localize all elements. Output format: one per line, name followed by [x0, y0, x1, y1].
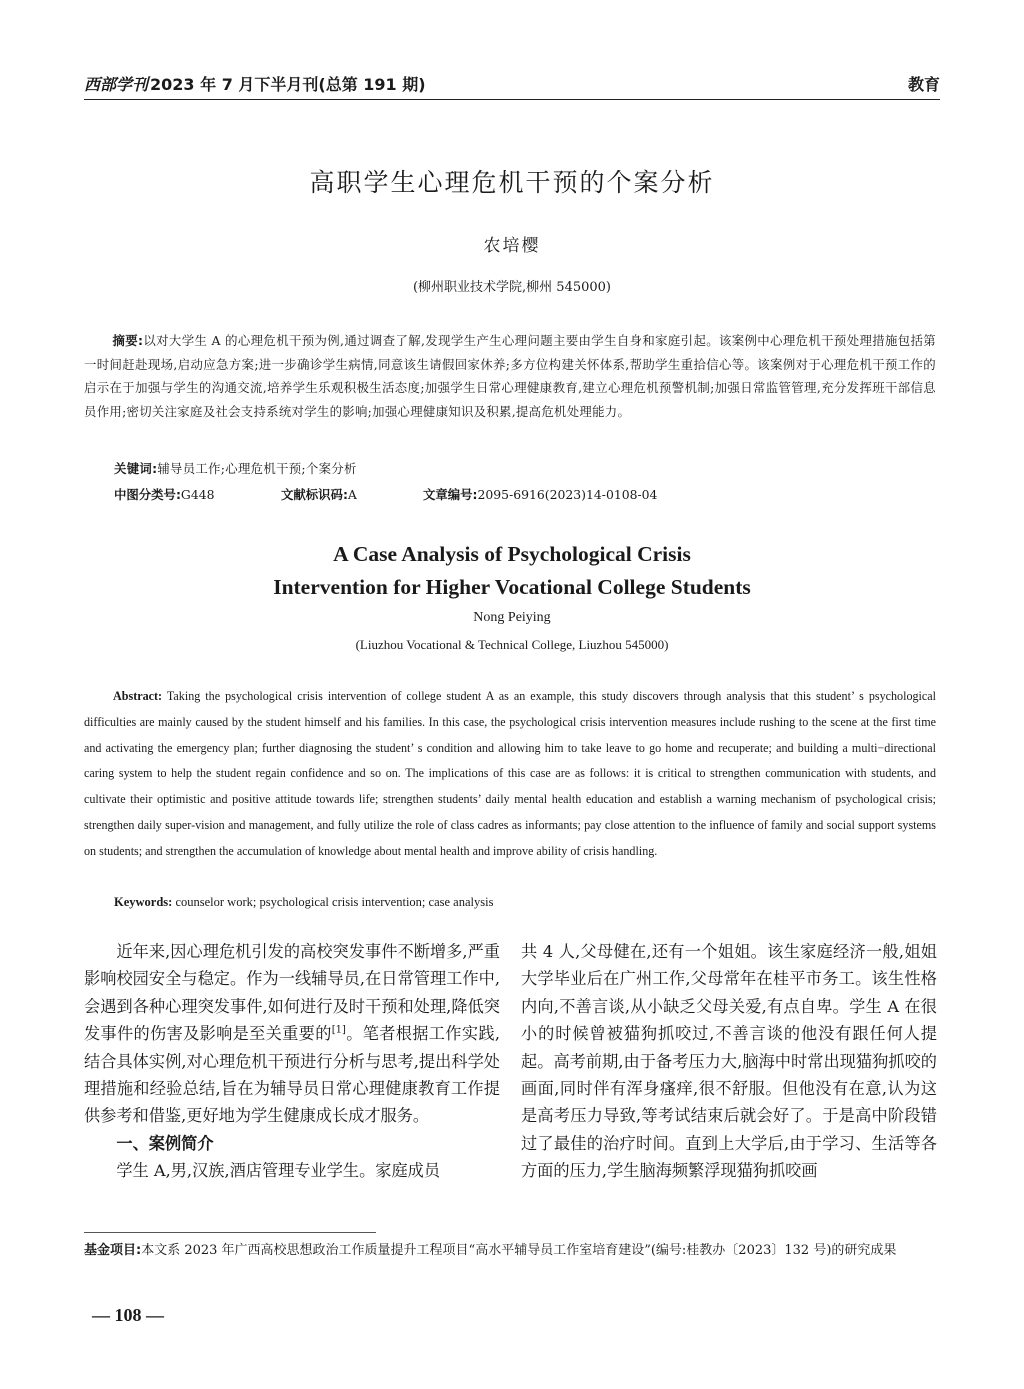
abstract-en-text: Taking the psychological crisis intervention of college student A as an example, this study discovers through analysis that this student’ s psychological difficulties are mainly caused by the student himself and his families. In this case, the psychological crisis intervention measures include rushing to the scene at the first time and activating the emergency plan; further diagnosing the student’ s condition and allowing him to take leave to go home and recuperate; and building a multi−directional caring system to help the student regain confidence and so on. The implications of this case are as follows: it is critical to strengthen communication with students, and cultivate their optimistic and positive attitude towards life; strengthen students’ daily mental health education and establish a warning mechanism of psychological crisis; strengthen daily super-vision and management, and fully utilize the role of class cadres as informants; pay close attention to the influence of family and social support systems on students; and strengthen the accumulation of knowledge about mental health and improve ability of crisis handling. — [84, 689, 936, 858]
affiliation-en: (Liuzhou Vocational & Technical College, Liuzhou 545000) — [355, 637, 669, 652]
title-en-line-2: Intervention for Higher Vocational College Students — [273, 575, 751, 599]
article-title-en — [84, 538, 940, 604]
funding-text: 本文系 2023 年广西高校思想政治工作质量提升工程项目“高水平辅导员工作室培育建设”(编号:桂教办〔2023〕132 号)的研究成果 — [141, 1243, 897, 1258]
section-label: 教育 — [907, 75, 940, 94]
intro-text-2: 。笔者根据工作实践,结合具体实例,对心理危机干预进行分析与思考,提出科学处理措施和经验总结,旨在为辅导员日常心理健康教育工作提供参考和借鉴,更好地为学生健康成长成才服务。 — [84, 1024, 500, 1126]
abstract-cn-text: 以对大学生 A 的心理危机干预为例,通过调查了解,发现学生产生心理问题主要由学生自身和家庭引起。该案例中心理危机干预处理措施包括第一时间赶赴现场,启动应急方案;进一步确诊学生病情,同意该生请假回家休养;多方位构建关怀体系,帮助学生重拾信心等。该案例对于心理危机干预工作的启示在于加强与学生的沟通交流,培养学生乐观积极生活态度;加强学生日常心理健康教育,建立心理危机预警机制;加强日常监管管理,充分发挥班干部信息员作用;密切关注家庭及社会支持系统对学生的影响;加强心理健康知识及积累,提高危机处理能力。 — [84, 333, 936, 419]
page-number: — 108 — — [92, 1305, 164, 1325]
intro-paragraph — [84, 938, 500, 1130]
body-column-right — [521, 938, 937, 1185]
keywords-cn — [114, 458, 934, 480]
header-rule — [84, 99, 940, 100]
keywords-en-text: counselor work; psychological crisis intervention; case analysis — [175, 895, 494, 909]
author-en: Nong Peiying — [473, 610, 551, 625]
clc-label: 中图分类号: — [114, 487, 181, 502]
keywords-en — [114, 891, 934, 913]
affiliation-cn: (柳州职业技术学院,柳州 545000) — [412, 280, 612, 295]
abstract-en-label: Abstract: — [113, 689, 163, 703]
doc-label: 文献标识码: — [281, 487, 348, 502]
abstract-cn-label: 摘要: — [112, 333, 144, 348]
keywords-cn-text: 辅导员工作;心理危机干预;个案分析 — [157, 461, 357, 476]
author-cn: 农培樱 — [483, 236, 541, 256]
abstract-en — [84, 684, 936, 865]
doc-value: A — [347, 487, 357, 502]
funding-label: 基金项目: — [84, 1243, 142, 1258]
footnote-rule — [84, 1232, 376, 1233]
journal-issue — [84, 74, 426, 96]
issue-label: 2023 年 7 月下半月刊(总第 191 期) — [150, 75, 426, 94]
section-heading-1: 一、案例简介 — [116, 1133, 214, 1153]
title-en-line-1: A Case Analysis of Psychological Crisis — [333, 542, 691, 566]
clc-number — [114, 484, 214, 506]
citation-ref: [1] — [331, 1024, 346, 1036]
intro-text-1: 近年来,因心理危机引发的高校突发事件不断增多,严重影响校园安全与稳定。作为一线辅导员,在日常管理工作中,会遇到各种心理突发事件,如何进行及时干预和处理,降低突发事件的伤害及影响是至关重要的 — [84, 942, 500, 1044]
keywords-cn-label: 关键词: — [114, 461, 158, 476]
article-value: 2095-6916(2023)14-0108-04 — [477, 487, 658, 502]
document-code — [281, 484, 357, 506]
running-header — [84, 74, 940, 96]
article-number — [423, 484, 657, 506]
case-paragraph-start: 学生 A,男,汉族,酒店管理专业学生。家庭成员 — [116, 1161, 441, 1181]
body-column-left — [84, 938, 500, 1185]
article-title-cn: 高职学生心理危机干预的个案分析 — [309, 168, 715, 197]
funding-footnote — [84, 1239, 936, 1262]
case-paragraph-continued: 共 4 人,父母健在,还有一个姐姐。该生家庭经济一般,姐姐大学毕业后在广州工作,父母常年在桂平市务工。该生性格内向,不善言谈,从小缺乏父母关爱,有点自卑。学生 A 在很小的时候曾被猫狗抓咬过,不善言谈的他没有跟任何人提起。高考前期,由于备考压力大,脑海中时常出现猫狗抓咬的画面,同时伴有浑身瘙痒,很不舒服。但他没有在意,认为这是高考压力导致,等考试结束后就会好了。于是高中阶段错过了最佳的治疗时间。直到上大学后,由于学习、生活等各方面的压力,学生脑海频繁浮现猫狗抓咬画 — [521, 942, 937, 1181]
article-label: 文章编号: — [423, 487, 478, 502]
clc-value: G448 — [180, 487, 215, 502]
abstract-cn — [84, 329, 936, 423]
journal-logo: 西部学刊 — [84, 75, 149, 94]
keywords-en-label: Keywords: — [114, 895, 173, 909]
classification-line — [114, 484, 934, 506]
